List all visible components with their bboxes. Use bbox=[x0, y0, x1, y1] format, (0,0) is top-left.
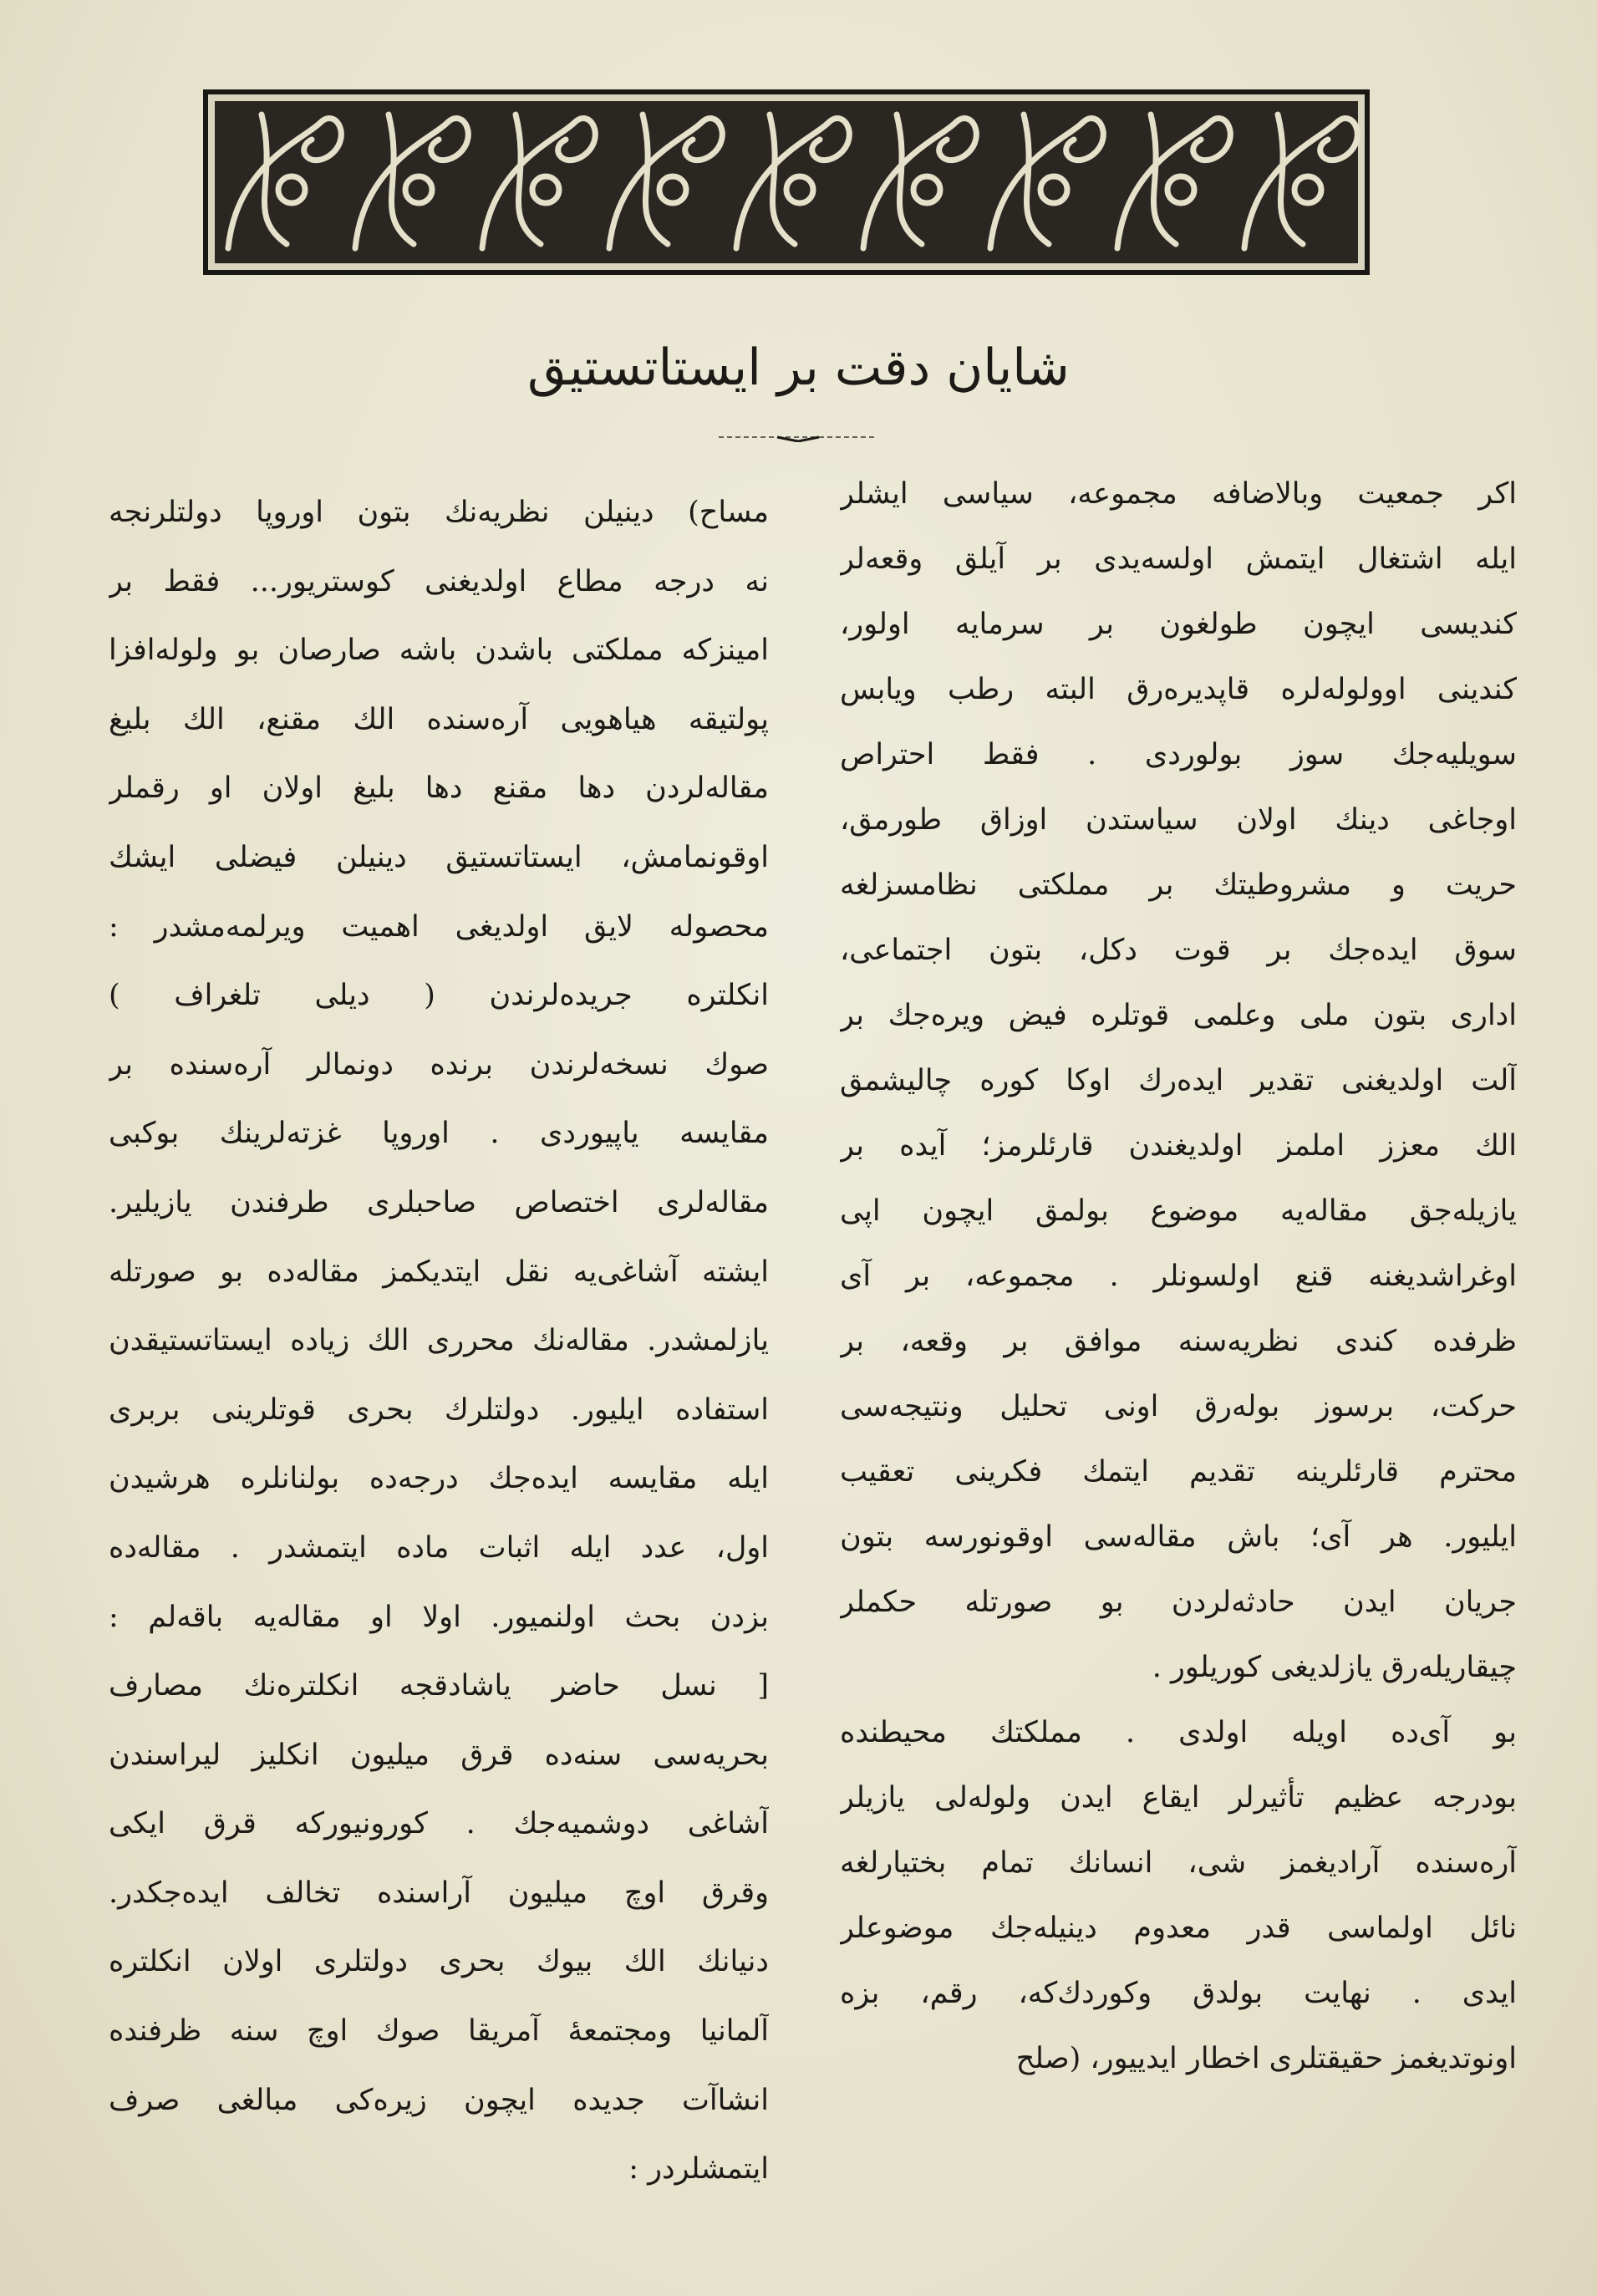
text-line: اداری بتون ملی وعلمی قوتلره فیض ویره‌جك بر bbox=[840, 999, 1517, 1032]
text-line: بحریه‌سی سنه‌ده قرق میلیون انکلیز لیراسندن bbox=[109, 1738, 769, 1772]
text-line: پولتیقه هیاهویی آره‌سنده الك مقنع، الك بلیغ bbox=[109, 702, 769, 736]
text-line: جریان ایدن حادثه‌لردن بو صورتله حکملر bbox=[840, 1586, 1517, 1619]
text-line: حرکت، برسوز بوله‌رق اونی تحلیل ونتیجه‌سی bbox=[840, 1390, 1517, 1423]
text-line: اوجاغی دینك اولان سیاستدن اوزاق طورمق، bbox=[840, 803, 1517, 837]
text-line: بودرجه عظیم تأثیرلر ایقاع ایدن ولوله‌لی یازیلر bbox=[840, 1781, 1517, 1815]
text-line: مقایسه یاپیوردی . اوروپا غزته‌لرینك بوکبی bbox=[109, 1117, 769, 1151]
text-line: اکر جمعیت وبالاضافه مجموعه، سیاسی ایشلر bbox=[840, 477, 1517, 511]
text-line: آره‌سنده آرادیغمز شی، انسانك تمام بختیارلغه bbox=[840, 1846, 1517, 1880]
title-divider bbox=[719, 434, 877, 442]
article-title: شایان دقت بر ایستاتستیق bbox=[527, 339, 1070, 397]
text-line: امینزکه مملکتی باشدن باشه صارصان بو ولوله‌افزا bbox=[109, 634, 769, 668]
text-line: حریت و مشروطیتك بر مملکتی نظامسزلغه bbox=[840, 868, 1517, 902]
text-line: سوق ایده‌جك بر قوت دکل، بتون اجتماعی، bbox=[840, 934, 1517, 967]
text-line: ایدی . نهایت بولدق وکوردك‌که، رقم، بزه bbox=[840, 1977, 1517, 2010]
text-line: یازلمشدر. مقاله‌نك محرری الك زیاده ایستاتستیقدن bbox=[109, 1324, 769, 1358]
text-line: مقاله‌لری اختصاص صاحبلری طرفندن یازیلیر. bbox=[109, 1185, 769, 1219]
text-line: انکلتره جریده‌لرندن ( دیلی تلغراف ) bbox=[109, 979, 769, 1013]
text-line: بو آی‌ده اویله اولدی . مملکتك محیطنده bbox=[840, 1716, 1517, 1749]
text-line: محترم قارئلرینه تقدیم ایتمك فکرینی تعقیب bbox=[840, 1455, 1517, 1489]
text-line: وقرق اوچ میلیون آراسنده تخالف ایده‌جکدر. bbox=[109, 1876, 769, 1910]
text-line: سویلیه‌جك سوز بولوردی . فقط احتراص bbox=[840, 738, 1517, 771]
right-text-column bbox=[840, 461, 1517, 2091]
left-text-column bbox=[109, 478, 769, 2204]
arabesque-ornament-banner bbox=[203, 89, 1370, 275]
text-line: اول، عدد ایله اثبات ماده ایتمشدر . مقاله‌ده bbox=[109, 1530, 769, 1565]
text-line: ایشته آشاغی‌یه نقل ایتدیکمز مقاله‌ده بو صورتله bbox=[109, 1255, 769, 1289]
text-line: محصوله لایق اولدیغی اهمیت ویرلمه‌مشدر : bbox=[109, 909, 769, 944]
text-line: اوغراشدیغنه قنع اولسونلر . مجموعه، بر آی bbox=[840, 1260, 1517, 1293]
text-line: نائل اولماسی قدر معدوم دینیله‌جك موضوعلر bbox=[840, 1912, 1517, 1945]
text-line: بزدن بحث اولنمیور. اولا او مقاله‌یه باقه‌لم : bbox=[109, 1600, 769, 1634]
text-line: آلت اولدیغنی تقدیر ایده‌رك اوکا کوره چالیشمق bbox=[840, 1064, 1517, 1097]
text-line: ایله مقایسه ایده‌جك درجه‌ده بولنانلره هرشیدن bbox=[109, 1462, 769, 1496]
text-line: ایله اشتغال ایتمش اولسه‌یدی بر آیلق وقعه‌لر bbox=[840, 542, 1517, 576]
text-line: کندینی اوولوله‌لره قاپدیره‌رق البته رطب ویابس bbox=[840, 673, 1517, 706]
text-line: دنیانك الك بیوك بحری دولتلری اولان انکلتره bbox=[109, 1945, 769, 1979]
text-line: مساح) دینیلن نظریه‌نك بتون اوروپا دولتلرنجه bbox=[109, 496, 769, 529]
text-line: [ نسل حاضر یاشادقجه انکلتره‌نك مصارف bbox=[109, 1669, 769, 1703]
text-line: انشاآت جدیده ایچون زیره‌کی مبالغی صرف bbox=[109, 2083, 769, 2117]
text-line: آشاغی دوشمیه‌جك . کورونیورکه قرق ایکی bbox=[109, 1807, 769, 1841]
text-line: ظرفده کندی نظریه‌سنه موافق بر وقعه، بر bbox=[840, 1325, 1517, 1358]
text-line: مقاله‌لردن دها مقنع دها بلیغ اولان او رقملر bbox=[109, 771, 769, 806]
text-line: اونوتدیغمز حقیقتلری اخطار ایدییور، (صلح bbox=[1015, 2042, 1517, 2075]
text-line: چیقاریله‌رق یازلدیغی کوریلور . bbox=[1152, 1651, 1517, 1684]
text-line: صوك نسخه‌لرندن برنده دونمالر آره‌سنده بر bbox=[109, 1047, 769, 1082]
text-line: ایتمشلردر : bbox=[628, 2152, 769, 2187]
text-line: نه درجه مطاع اولدیغنی کوستریور... فقط بر bbox=[109, 564, 769, 598]
text-line: استفاده ایلیور. دولتلرك بحری قوتلرینی بربری bbox=[109, 1392, 769, 1427]
text-line: آلمانیا ومجتمعهٔ آمریقا صوك اوچ سنه ظرفنده bbox=[109, 2014, 769, 2049]
text-line: الك معزز املمز اولدیغندن قارئلرمز؛ آیده بر bbox=[840, 1129, 1517, 1163]
text-line: کندیسی ایچون طولغون بر سرمایه اولور، bbox=[840, 608, 1517, 641]
text-line: ایلیور. هر آی؛ باش مقاله‌سی اوقونورسه بتون bbox=[840, 1520, 1517, 1554]
text-line: اوقونمامش، ایستاتستیق دینیلن فیضلی ایشك bbox=[109, 840, 769, 874]
text-line: یازیله‌جق مقاله‌یه موضوع بولمق ایچون اپی bbox=[840, 1194, 1517, 1228]
